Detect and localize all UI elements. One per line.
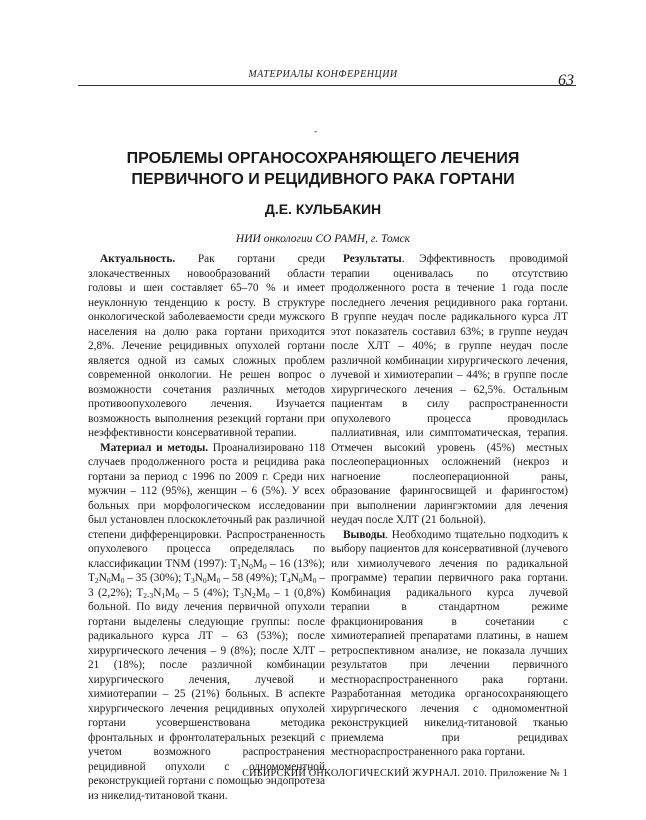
- journal-footer: СИБИРСКИЙ ОНКОЛОГИЧЕСКИЙ ЖУРНАЛ. 2010. Приложение № 1: [242, 768, 568, 779]
- section-heading: Результаты: [343, 253, 402, 265]
- section-text: больной. По виду лечения первичной опухоли гортани выделены следующие группы: после радикального курса ЛТ – 63 (53%); после хирургического лечения – 9 (8%); после ХЛТ – 21 (18%); после различной комбинации хирургического лечения, лучевой и химиотерапии – 25 (21%) больных. В аспекте хирургического лечения рецидивных опухолей гортани усовершенствована методика фронтальных и фронтолатеральных резекций с учетом возможного распространения рецидивной опухоли с одномоментной реконструкцией гортани с помощью эндопротеза из никелид-титановой ткани.: [88, 601, 325, 802]
- article-title-line-2: ПЕРВИЧНОГО И РЕЦИДИВНОГО РАКА ГОРТАНИ: [131, 171, 515, 188]
- header-rule: [78, 85, 576, 86]
- section-conclusions: [331, 528, 568, 760]
- article-title: [60, 148, 586, 190]
- section-text: . Необходимо тщательно подходить к выбору пациентов для консервативной (лучевого или химиолучевого лечения по радикальной программе) терапии первичного рака гортани. Комбинация радикального курса лучевой терапии в стандартном режиме фракционирования в сочетании с химиотерапией препаратами платины, в нашем ретроспективном анализе, не показала лучших результатов при лечении первичного местнораспространенного рака гортани. Разработанная методика органосохраняющего хирургического лечения с одномоментной реконструкцией никелид-титановой тканью приемлема при рецидивах местнораспространенного рака гортани.: [331, 528, 568, 758]
- column-right: [331, 252, 568, 760]
- section-heading: Актуальность.: [100, 253, 176, 265]
- affiliation: НИИ онкологии СО РАМН, г. Томск: [235, 233, 411, 245]
- section-heading: Выводы: [343, 528, 386, 541]
- section-methods: [88, 441, 325, 804]
- author: Д.Е. КУЛЬБАКИН: [264, 201, 382, 217]
- section-text: . Эффективность проводимой терапии оценивалась по отсутствию продолженного роста в течение 1 года после последнего лечения рецидивного рака гортани. В группе неудач после радикального курса ЛТ этот показатель составил 63%; в группе неудач после ХЛТ – 40%; в группе неудач после различной комбинации хирургического лечения, лучевой и химиотерапии – 44%; в группе после хирургического лечения – 62,5%. Остальным пациентам в силу распространенности опухолевого процесса проводилась паллиативная, или симптоматическая, терапия. Отмечен высокий уровень (45%) местных послеоперационных осложнений (некроз и нагноение послеоперационной раны, образование фарингосвищей и фарингостом) при выполнении ларингэктомии для лечения неудач после ХЛТ (21 больной).: [331, 253, 568, 526]
- running-head: МАТЕРИАЛЫ КОНФЕРЕНЦИИ: [248, 69, 398, 80]
- section-text: Рак гортани среди злокачественных новообразований области головы и шеи составляет 65–70 % и имеет неуклонную тенденцию к росту. В структуре онкологической заболеваемости среди мужского населения на долю рака гортани приходится 2,8%. Лечение рецидивных опухолей гортани является одной из самых сложных проблем современной онкологии. Не решен вопрос о возможности сочетания различных методов противоопухолевого лечения. Изучается возможность выполнения резекций гортани при неэффективности консервативной терапии.: [88, 253, 325, 439]
- page-number: 63: [558, 72, 574, 89]
- tnm-staging: $T_1N_0M_0 - 16$ (13%); $T_2N_0M_0 - 35$ (30%); $T_3N_0M_0 - 58$ (49%); $T_4N_0M_0 - 3$ (2,2%); $T_{2-3}N_1M_0 - 5$ (4%); $T_3N_2M_0 - 1$ (0,8%): [88, 557, 326, 600]
- section-text: Проанализировано 118 случаев продолженного роста и рецидива рака гортани за период с 1996 по 2009 г. Среди них мужчин – 112 (95%), женщин – 6 (5%). У всех больных при морфологическом исследовании был установлен плоскоклеточный рак различной степени дифференцировки. Распространенность опухолевого процесса определялась по классификации TNM (1997):: [88, 441, 325, 570]
- section-results: [331, 252, 568, 528]
- section-heading: Материал и методы.: [100, 441, 209, 454]
- column-left: [88, 252, 325, 803]
- section-relevance: [88, 252, 325, 441]
- article-title-line-1: ПРОБЛЕМЫ ОРГАНОСОХРАНЯЮЩЕГО ЛЕЧЕНИЯ: [126, 150, 520, 167]
- dash-mark: -: [314, 126, 317, 136]
